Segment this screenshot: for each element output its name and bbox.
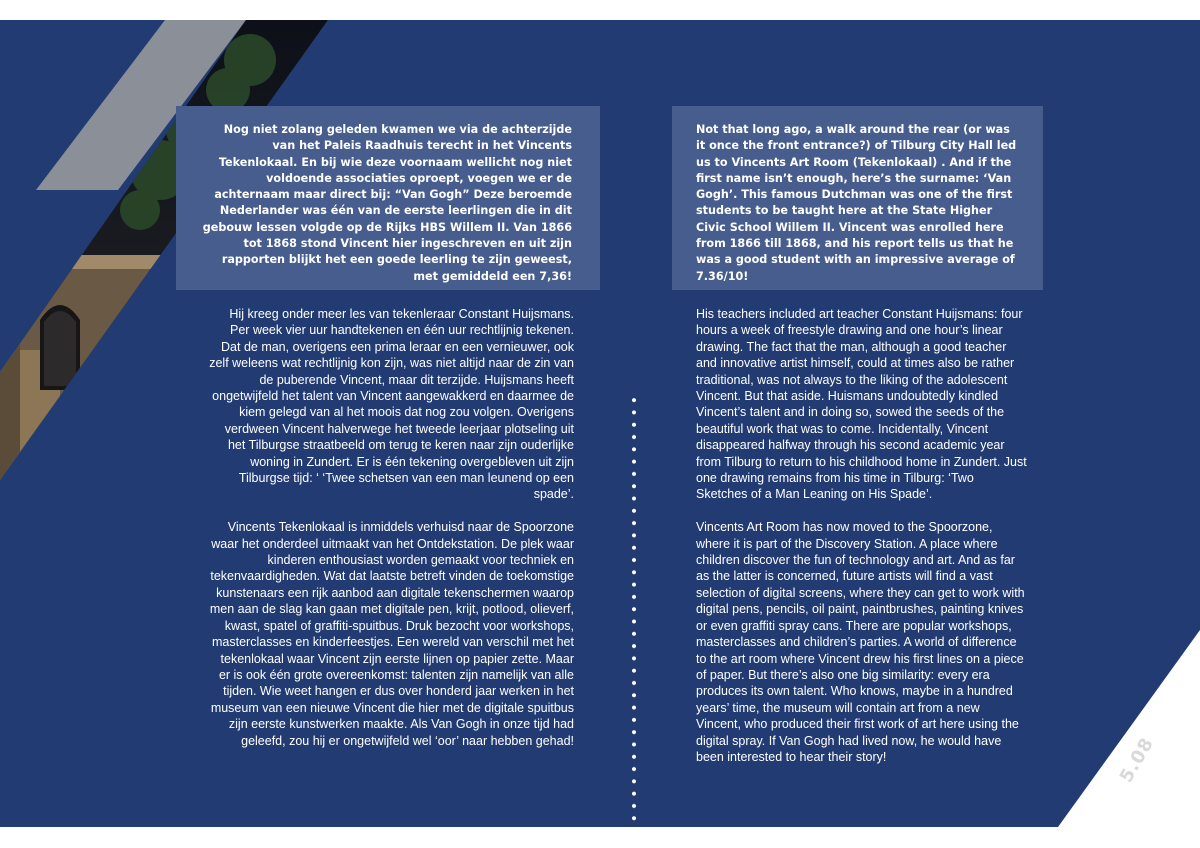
intro-box-dutch bbox=[176, 106, 600, 290]
body-paragraph: Vincents Tekenlokaal is inmiddels verhuisd naar de Spoorzone waar het onderdeel uitmaakt van het Ontdekstation. De plek waar kinderen enthousiast worden gemaakt voor techniek en tekenvaardigheden. Wat dat laatste betreft vinden de toekomstige kunstenaars een rijk aanbod aan digitale tekenschermen waarop men aan de slag kan gaan met digitale pen, krijt, potlood, olieverf, kwast, spatel of graffiti-spuitbus. Druk bezocht voor workshops, masterclasses en kinderfeestjes. Een wereld van verschil met het tekenlokaal waar Vincent zijn eerste lijnen op papier zette. Maar er is ook één grote overeenkomst: talenten zijn namelijk van alle tijden. Wie weet hangen er dus over honderd jaar werken in het museum van een nieuwe Vincent die hier met de digitale spuitbus zijn eerste kunstwerken maakte. Als Van Gogh in onze tijd had geleefd, zou hij er ongetwijfeld wel ‘oor’ naar hebben gehad! bbox=[209, 520, 574, 748]
dotted-divider bbox=[630, 394, 638, 826]
page-number: 5.08 bbox=[1115, 733, 1159, 787]
body-paragraph: Vincents Art Room has now moved to the Spoorzone, where it is part of the Discovery Station. A place where children discover the fun of technology and art. And as far as the latter is concerned, future artists will find a vast selection of digital screens, where they can get to work with digital pens, pencils, oil paint, paintbrushes, painting knives or even graffiti spray cans. There are popular workshops, masterclasses and children’s parties. A world of difference to the art room where Vincent drew his first lines on a piece of paper. But there’s also one big similarity: every era produces its own talent. Who knows, maybe in a hundred years’ time, the museum will contain art from a new Vincent, who produced their first work of art here using the digital spray. If Van Gogh had lived now, he would have been interested to hear their story! bbox=[696, 520, 1025, 764]
intro-text-dutch: Nog niet zolang geleden kwamen we via de achterzijde van het Paleis Raadhuis terecht in het Vincents Tekenlokaal. En bij wie deze voornaam wellicht nog niet voldoende associaties oproept, voegen we er de achternaam maar direct bij: “Van Gogh” Deze beroemde Nederlander was één van de eerste leerlingen die in dit gebouw lessen volgde op de Rijks HBS Willem II. Van 1866 tot 1868 stond Vincent hier ingeschreven en uit zijn rapporten blijkt het een goede leerling te zijn geweest, met gemiddeld een 7,36! bbox=[202, 123, 572, 283]
body-column-english bbox=[696, 306, 1028, 782]
intro-text-english: Not that long ago, a walk around the rear (or was it once the front entrance?) of Tilburg City Hall led us to Vincents Art Room (Tekenlokaal) . And if the first name isn’t enough, here’s the surname: ‘Van Gogh’. This famous Dutchman was one of the first students to be taught here at the State Higher Civic School Willem II. Vincent was enrolled here from 1866 till 1868, and his report tells us that he was a good student with an impressive average of 7.36/10! bbox=[696, 123, 1017, 283]
body-column-dutch bbox=[208, 306, 574, 765]
white-corner-stripe bbox=[1058, 630, 1200, 827]
intro-box-english bbox=[672, 106, 1043, 290]
body-paragraph: His teachers included art teacher Constant Huijsmans: four hours a week of freestyle drawing and one hour’s linear drawing. The fact that the man, although a good teacher and innovative artist himself, could at times also be rather traditional, was not always to the liking of the adolescent Vincent. But that aside. Huismans undoubtedly kindled Vincent’s talent and in doing so, sowed the seeds of the beautiful work that was to come. Incidentally, Vincent disappeared halfway through his second academic year from Tilburg to return to his childhood home in Zundert. Just one drawing remains from his time in Tilburg: ‘Two Sketches of a Man Leaning on His Spade’. bbox=[696, 307, 1027, 502]
magazine-spread bbox=[0, 20, 1200, 827]
body-paragraph: Hij kreeg onder meer les van tekenleraar Constant Huijsmans. Per week vier uur handtekenen en één uur rechtlijnig tekenen. Dat de man, overigens een prima leraar en een vernieuwer, ook zelf weleens wat rechtlijnig kon zijn, was niet altijd naar de zin van de puberende Vincent, maar dit terzijde. Huijsmans heeft ongetwijfeld het talent van Vincent aangewakkerd en daarmee de kiem gelegd van al het moois dat nog zou volgen. Overigens verdween Vincent halverwege het tweede leerjaar plotseling uit het Tilburgse straatbeeld om terug te keren naar zijn ouderlijke woning in Zundert. Er is één tekening overgebleven uit zijn Tilburgse tijd: ‘ ‘Twee schetsen van een man leunend op een spade’. bbox=[209, 307, 574, 502]
